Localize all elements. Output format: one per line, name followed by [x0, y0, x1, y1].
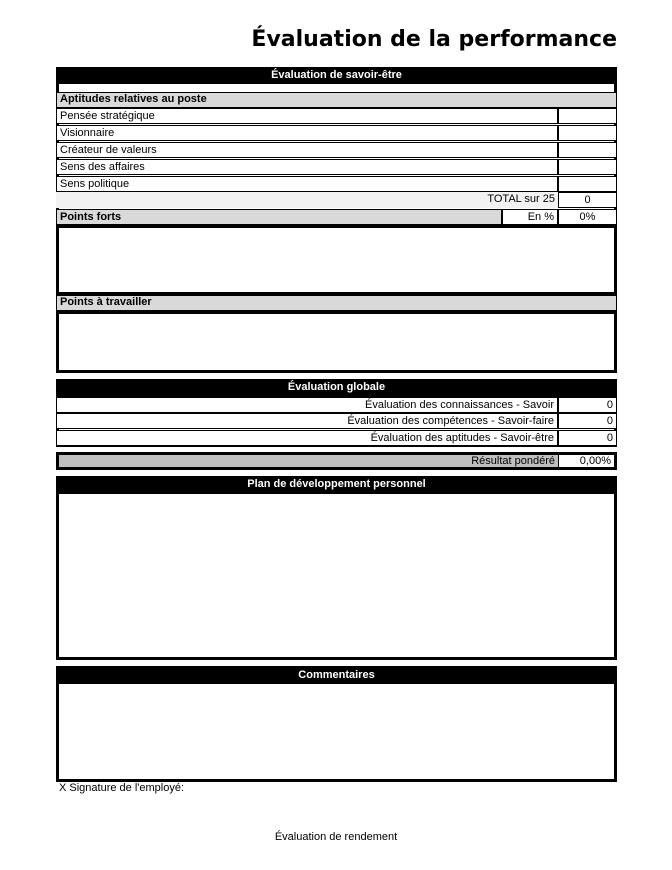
globale-row-value: 0 [558, 413, 617, 429]
points-a-travailler-textarea[interactable] [56, 311, 617, 373]
globale-row-label: Évaluation des connaissances - Savoir [56, 397, 558, 413]
result-row [56, 452, 617, 470]
criteria-score-input[interactable] [558, 159, 617, 175]
page-title: Évaluation de la performance [251, 27, 617, 52]
percent-label: En % [502, 209, 558, 225]
criteria-label: Sens des affaires [56, 159, 558, 175]
total-label: TOTAL sur 25 [56, 192, 558, 208]
points-forts-textarea[interactable] [56, 225, 617, 295]
result-label: Résultat pondéré [471, 455, 555, 467]
savoir-etre-header: Évaluation de savoir-être [56, 67, 617, 84]
result-value: 0,00% [558, 455, 614, 467]
globale-row-value: 0 [558, 397, 617, 413]
criteria-score-input[interactable] [558, 125, 617, 141]
globale-row [56, 430, 617, 446]
globale-row-label: Évaluation des compétences - Savoir-faire [56, 413, 558, 429]
criteria-row [56, 176, 617, 192]
footer-text: Évaluation de rendement [274, 831, 398, 843]
plan-textarea[interactable] [56, 494, 617, 660]
criteria-label: Visionnaire [56, 125, 558, 141]
criteria-score-input[interactable] [558, 108, 617, 124]
points-forts-label: Points forts [56, 209, 502, 225]
criteria-row [56, 108, 617, 124]
globale-row [56, 397, 617, 413]
criteria-label: Créateur de valeurs [56, 142, 558, 158]
criteria-row [56, 142, 617, 158]
total-value: 0 [558, 192, 617, 208]
criteria-row [56, 125, 617, 141]
criteria-score-input[interactable] [558, 176, 617, 192]
commentaires-textarea[interactable] [56, 684, 617, 782]
percent-value: 0% [558, 209, 617, 225]
globale-row-label: Évaluation des aptitudes - Savoir-être [56, 430, 558, 446]
globale-row-value: 0 [558, 430, 617, 446]
aptitudes-section-label: Aptitudes relatives au poste [56, 92, 617, 108]
points-a-travailler-label: Points à travailler [56, 295, 617, 311]
criteria-label: Pensée stratégique [56, 108, 558, 124]
criteria-label: Sens politique [56, 176, 558, 192]
criteria-row [56, 159, 617, 175]
signature-label: X Signature de l'employé: [59, 782, 185, 794]
commentaires-header: Commentaires [56, 666, 617, 684]
points-forts-row [56, 209, 617, 225]
criteria-score-input[interactable] [558, 142, 617, 158]
total-row [56, 192, 617, 208]
globale-header: Évaluation globale [56, 379, 617, 397]
globale-row [56, 413, 617, 429]
plan-header: Plan de développement personnel [56, 476, 617, 494]
